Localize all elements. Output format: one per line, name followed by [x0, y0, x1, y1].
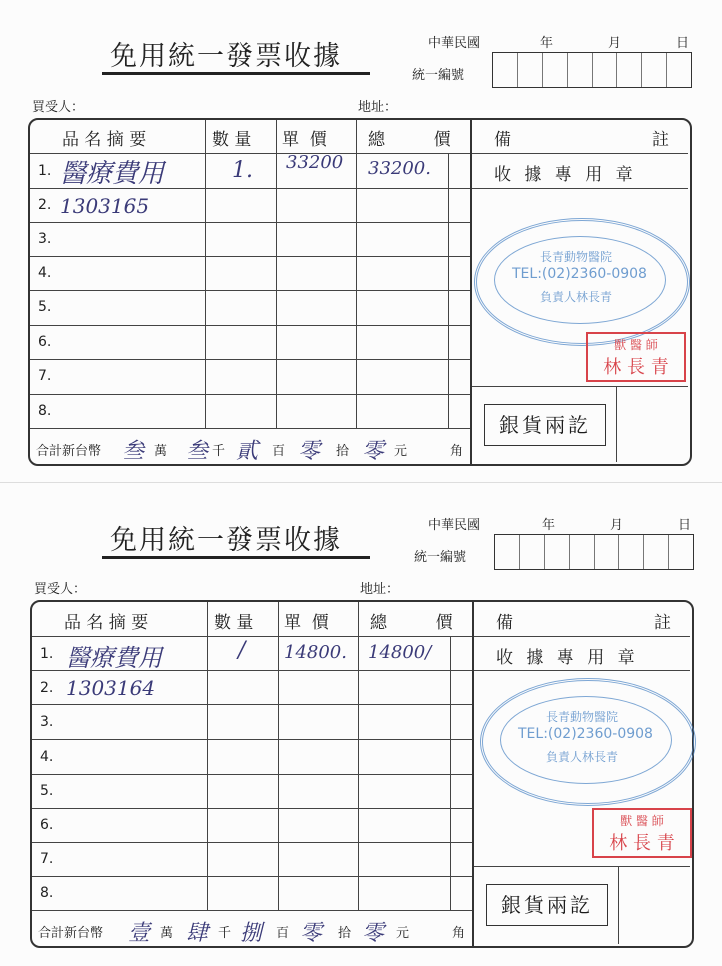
address-label: 地址： — [358, 100, 398, 115]
title-underline — [102, 556, 370, 559]
date-month: 月 — [610, 518, 624, 533]
total-shi-value: 零 — [298, 439, 321, 464]
stamp-center-line-3: 負責人林長青 — [546, 750, 619, 764]
date-year: 年 — [540, 36, 554, 51]
header-total: 總 價 — [370, 613, 453, 633]
header-item: 品 名 摘 要 — [62, 130, 147, 150]
handwritten-qty: 1. — [232, 158, 253, 183]
buyer-label: 買受人： — [32, 100, 85, 115]
header-total: 總 價 — [368, 130, 451, 150]
row-number: 1. — [40, 646, 54, 662]
handwritten-qty: / — [238, 638, 246, 663]
header-qty: 數 量 — [212, 130, 252, 150]
date-day: 日 — [678, 518, 692, 533]
row-number: 2. — [38, 197, 52, 213]
total-label: 合計新台幣 — [36, 444, 102, 459]
row-number: 4. — [40, 749, 54, 765]
title-underline — [102, 72, 370, 75]
row-number: 5. — [38, 299, 52, 315]
header-unit-price: 單 價 — [282, 130, 327, 150]
header-remark-right: 註 — [654, 613, 671, 633]
total-qian-unit: 千 — [218, 926, 232, 941]
date-year: 年 — [542, 518, 556, 533]
vet-seal-name: 林 長 青 — [609, 833, 675, 854]
total-yuan-unit: 元 — [394, 444, 408, 459]
date-day: 日 — [676, 36, 690, 51]
row-number: 6. — [40, 817, 54, 833]
stamp-center-line-1: 長青動物醫院 — [546, 710, 619, 724]
total-yuan-unit: 元 — [396, 926, 410, 941]
address-label: 地址： — [360, 582, 400, 597]
vet-seal — [586, 332, 686, 382]
total-bai-value: 貳 — [236, 439, 259, 464]
tax-id-label: 統一編號 — [414, 550, 467, 565]
header-unit-price: 單 價 — [284, 613, 329, 633]
total-qian-value: 叁 — [186, 439, 209, 464]
total-bai-unit: 百 — [276, 926, 290, 941]
header-remark-left: 備 — [496, 613, 513, 633]
tax-id-label: 統一編號 — [412, 68, 465, 83]
receipt-1 — [0, 0, 722, 480]
total-jiao-unit: 角 — [450, 444, 464, 459]
total-wan-unit: 萬 — [154, 444, 168, 459]
total-yuan-value: 零 — [362, 439, 385, 464]
date-era: 中華民國 — [428, 518, 481, 533]
total-bai-unit: 百 — [272, 444, 286, 459]
stamp-center-line-2: TEL:(02)2360-0908 — [512, 266, 647, 282]
row-number: 5. — [40, 783, 54, 799]
handwritten-item-2: 1303165 — [60, 194, 150, 218]
row-number: 7. — [40, 851, 54, 867]
total-shi-unit: 拾 — [338, 926, 352, 941]
handwritten-total: 33200. — [368, 158, 431, 179]
handwritten-unit-price: 14800. — [284, 642, 347, 663]
header-item: 品 名 摘 要 — [64, 613, 149, 633]
total-wan-value: 壹 — [128, 921, 151, 946]
vet-seal-title: 獸 醫 師 — [614, 338, 658, 352]
handwritten-item-1: 醫療費用 — [66, 644, 162, 672]
total-qian-unit: 千 — [212, 444, 226, 459]
stamp-caption: 收 據 專 用 章 — [494, 165, 637, 185]
total-wan-value: 叁 — [122, 439, 145, 464]
row-number: 3. — [38, 231, 52, 247]
handwritten-total: 14800/ — [368, 642, 432, 663]
receipt-title: 免用統一發票收據 — [110, 41, 342, 72]
tax-id-boxes — [494, 534, 694, 570]
date-era: 中華民國 — [428, 36, 481, 51]
stamp-center-line-1: 長青動物醫院 — [540, 250, 613, 264]
row-number: 3. — [40, 714, 54, 730]
total-shi-value: 零 — [300, 921, 323, 946]
handwritten-unit-price: 33200 — [286, 152, 344, 173]
buyer-label: 買受人： — [34, 582, 87, 597]
tax-id-boxes — [492, 52, 692, 88]
date-month: 月 — [608, 36, 622, 51]
vet-seal — [592, 808, 692, 858]
row-number: 7. — [38, 368, 52, 384]
total-yuan-value: 零 — [362, 921, 385, 946]
paid-box: 銀貨兩訖 — [484, 404, 606, 446]
row-number: 2. — [40, 680, 54, 696]
total-bai-value: 捌 — [240, 921, 263, 946]
stamp-center-line-2: TEL:(02)2360-0908 — [518, 726, 653, 742]
row-number: 1. — [38, 163, 52, 179]
receipt-2 — [0, 486, 722, 966]
stamp-caption: 收 據 專 用 章 — [496, 648, 639, 668]
row-number: 6. — [38, 334, 52, 350]
header-qty: 數 量 — [214, 613, 254, 633]
row-number: 8. — [40, 885, 54, 901]
separator — [0, 482, 722, 483]
total-jiao-unit: 角 — [452, 926, 466, 941]
total-wan-unit: 萬 — [160, 926, 174, 941]
row-number: 4. — [38, 265, 52, 281]
receipt-title: 免用統一發票收據 — [110, 525, 342, 556]
paid-box: 銀貨兩訖 — [486, 884, 608, 926]
total-label: 合計新台幣 — [38, 926, 104, 941]
stamp-center-line-3: 負責人林長青 — [540, 290, 613, 304]
header-remark-left: 備 — [494, 130, 511, 150]
handwritten-item-2: 1303164 — [66, 676, 156, 700]
vet-seal-name: 林 長 青 — [603, 357, 669, 378]
header-remark-right: 註 — [652, 130, 669, 150]
handwritten-item-1: 醫療費用 — [60, 159, 165, 189]
total-shi-unit: 拾 — [336, 444, 350, 459]
vet-seal-title: 獸 醫 師 — [620, 814, 664, 828]
total-qian-value: 肆 — [186, 921, 209, 946]
row-number: 8. — [38, 403, 52, 419]
